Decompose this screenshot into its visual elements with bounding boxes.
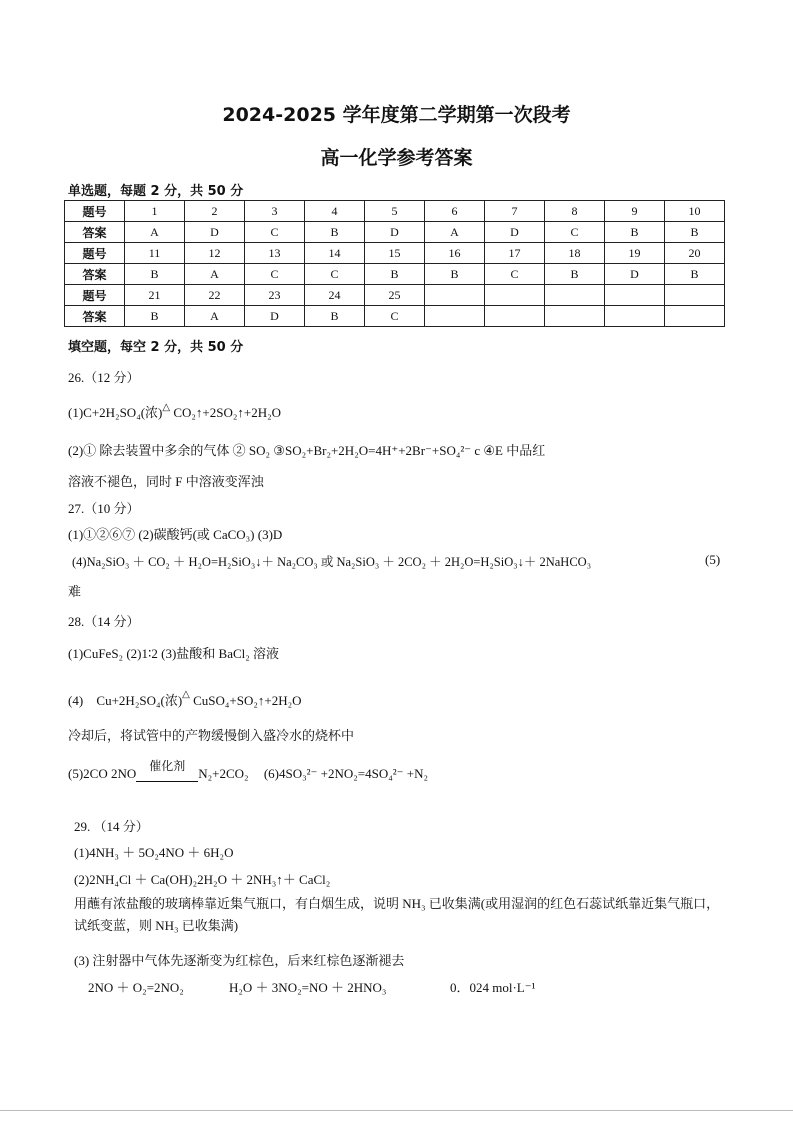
table-cell: 1 — [125, 201, 185, 222]
table-cell: 19 — [605, 243, 665, 264]
table-row — [65, 264, 725, 285]
table-cell: B — [545, 264, 605, 285]
table-cell — [425, 285, 485, 306]
q28-eq4-left: Cu+2H₂SO₄(浓) — [96, 693, 183, 708]
table-cell: 7 — [485, 201, 545, 222]
q27-answer-4: (4)Na₂SiO₃ ＋ CO₂ ＋ H₂O=H₂SiO₃↓＋ Na₂CO₃ 或 Na₂SiO₃ ＋ 2CO₂ ＋ 2H₂O=H₂SiO₃↓＋ 2NaHCO₃ — [72, 555, 592, 569]
table-cell: 4 — [305, 201, 365, 222]
q28-eq5-right: N₂+2CO₂ — [198, 766, 249, 781]
q29-concentration: 0．024 mol·L⁻¹ — [450, 980, 536, 995]
table-row — [65, 243, 725, 264]
table-cell: 13 — [245, 243, 305, 264]
table-cell: 5 — [365, 201, 425, 222]
table-cell: B — [665, 222, 725, 243]
q29-eq-2: H₂O ＋ 3NO₂=NO ＋ 2HNO₃ — [229, 980, 387, 995]
page-subtitle: 高一化学参考答案 — [320, 147, 473, 169]
table-cell — [605, 306, 665, 327]
table-row — [65, 222, 725, 243]
q26-heading: 26.（12 分） — [68, 370, 140, 385]
row-label: 答案 — [65, 306, 125, 327]
table-cell — [605, 285, 665, 306]
section-heading-multiple-choice: 单选题，每题 2 分，共 50 分 — [68, 184, 244, 199]
q28-answer-4 — [68, 690, 302, 709]
q28-eq5-left: (5)2CO 2NO — [68, 766, 137, 781]
row-label: 题号 — [65, 285, 125, 306]
table-cell: B — [305, 306, 365, 327]
table-cell: 8 — [545, 201, 605, 222]
q28-answer-6: (6)4SO₃²⁻ +2NO₂=4SO₄²⁻ +N₂ — [263, 766, 429, 781]
q29-heading: 29. （14 分） — [74, 819, 149, 834]
q27-answer-5: 难 — [68, 584, 82, 599]
table-cell: 22 — [185, 285, 245, 306]
table-cell — [665, 306, 725, 327]
q29-answer-2: (2)2NH₄Cl ＋ Ca(OH)₂2H₂O ＋ 2NH₃↑＋ CaCl₂ — [74, 872, 331, 887]
q26-eq-left: (1)C+2H₂SO₄(浓) — [68, 405, 163, 420]
table-cell: 6 — [425, 201, 485, 222]
table-cell: 14 — [305, 243, 365, 264]
q29-eq-1: 2NO ＋ O₂=2NO₂ — [88, 980, 184, 995]
table-cell: B — [125, 306, 185, 327]
table-cell — [485, 306, 545, 327]
page-title: 2024-2025 学年度第二学期第一次段考 — [222, 104, 571, 126]
row-label: 题号 — [65, 201, 125, 222]
q26-eq-right: CO₂↑+2SO₂↑+2H₂O — [173, 405, 282, 420]
table-cell: B — [605, 222, 665, 243]
catalyst-label: 催化剂 — [149, 759, 186, 773]
table-cell: B — [425, 264, 485, 285]
table-cell: B — [305, 222, 365, 243]
table-cell — [485, 285, 545, 306]
q27-answer-5-label: (5) — [705, 552, 721, 567]
table-cell: 18 — [545, 243, 605, 264]
table-cell: D — [185, 222, 245, 243]
table-cell: C — [545, 222, 605, 243]
q28-heading: 28.（14 分） — [68, 614, 140, 629]
table-cell: B — [125, 264, 185, 285]
table-cell — [425, 306, 485, 327]
q26-answer-2-cont: 溶液不褪色，同时 F 中溶液变浑浊 — [68, 474, 264, 489]
table-cell: 12 — [185, 243, 245, 264]
table-cell: C — [245, 222, 305, 243]
table-cell: 15 — [365, 243, 425, 264]
q29-answer-1: (1)4NH₃ ＋ 5O₂4NO ＋ 6H₂O — [74, 845, 234, 860]
heat-condition: △ — [182, 689, 190, 700]
q28-answer-1-3: (1)CuFeS₂ (2)1∶2 (3)盐酸和 BaCl₂ 溶液 — [68, 646, 280, 661]
q29-answer-3: (3) 注射器中气体先逐渐变为红棕色，后来红棕色逐渐褪去 — [74, 953, 405, 968]
row-label: 答案 — [65, 222, 125, 243]
table-cell: C — [485, 264, 545, 285]
table-cell: B — [665, 264, 725, 285]
table-cell: 11 — [125, 243, 185, 264]
table-cell: 17 — [485, 243, 545, 264]
q28-answer-4-label: (4) — [68, 693, 84, 708]
row-label: 题号 — [65, 243, 125, 264]
table-cell: D — [245, 306, 305, 327]
table-cell: D — [485, 222, 545, 243]
table-cell: 23 — [245, 285, 305, 306]
table-cell: 9 — [605, 201, 665, 222]
answer-table — [64, 200, 725, 327]
table-cell: D — [365, 222, 425, 243]
table-row — [65, 201, 725, 222]
table-row — [65, 306, 725, 327]
table-cell: B — [365, 264, 425, 285]
heat-condition: △ — [162, 402, 171, 413]
row-label: 答案 — [65, 264, 125, 285]
table-cell: A — [425, 222, 485, 243]
table-cell: A — [185, 306, 245, 327]
q27-answer-1-3: (1)①②⑥⑦ (2)碳酸钙(或 CaCO₃) (3)D — [68, 527, 283, 542]
table-cell: 10 — [665, 201, 725, 222]
table-cell — [665, 285, 725, 306]
table-cell: A — [125, 222, 185, 243]
table-cell — [545, 306, 605, 327]
catalyst-arrow — [136, 759, 198, 782]
table-cell: D — [605, 264, 665, 285]
q28-eq4-right: CuSO₄+SO₂↑+2H₂O — [193, 693, 302, 708]
q28-answer-5 — [68, 759, 429, 782]
q29-answer-2-note: 用蘸有浓盐酸的玻璃棒靠近集气瓶口，有白烟生成，说明 NH₃ 已收集满(或用湿润的红色石蕊试纸靠近集气瓶口，试纸变蓝，则 NH₃ 已收集满) — [74, 896, 720, 933]
table-cell: C — [245, 264, 305, 285]
q26-answer-2: (2)① 除去装置中多余的气体 ② SO₂ ③SO₂+Br₂+2H₂O=4H⁺+2Br⁻+SO₄²⁻ c ④E 中品红 — [68, 443, 546, 458]
table-cell: 20 — [665, 243, 725, 264]
table-cell: 21 — [125, 285, 185, 306]
table-cell — [545, 285, 605, 306]
table-cell: A — [185, 264, 245, 285]
q26-answer-1 — [68, 402, 281, 421]
table-cell: 24 — [305, 285, 365, 306]
table-cell: 25 — [365, 285, 425, 306]
q28-answer-4-note: 冷却后，将试管中的产物缓慢倒入盛冷水的烧杯中 — [68, 728, 355, 743]
table-cell: C — [365, 306, 425, 327]
table-row — [65, 285, 725, 306]
table-cell: 16 — [425, 243, 485, 264]
table-cell: 2 — [185, 201, 245, 222]
section-heading-fill-in: 填空题，每空 2 分，共 50 分 — [68, 340, 244, 355]
q27-heading: 27.（10 分） — [68, 501, 140, 516]
table-cell: 3 — [245, 201, 305, 222]
bottom-rule — [0, 1110, 793, 1111]
table-cell: C — [305, 264, 365, 285]
